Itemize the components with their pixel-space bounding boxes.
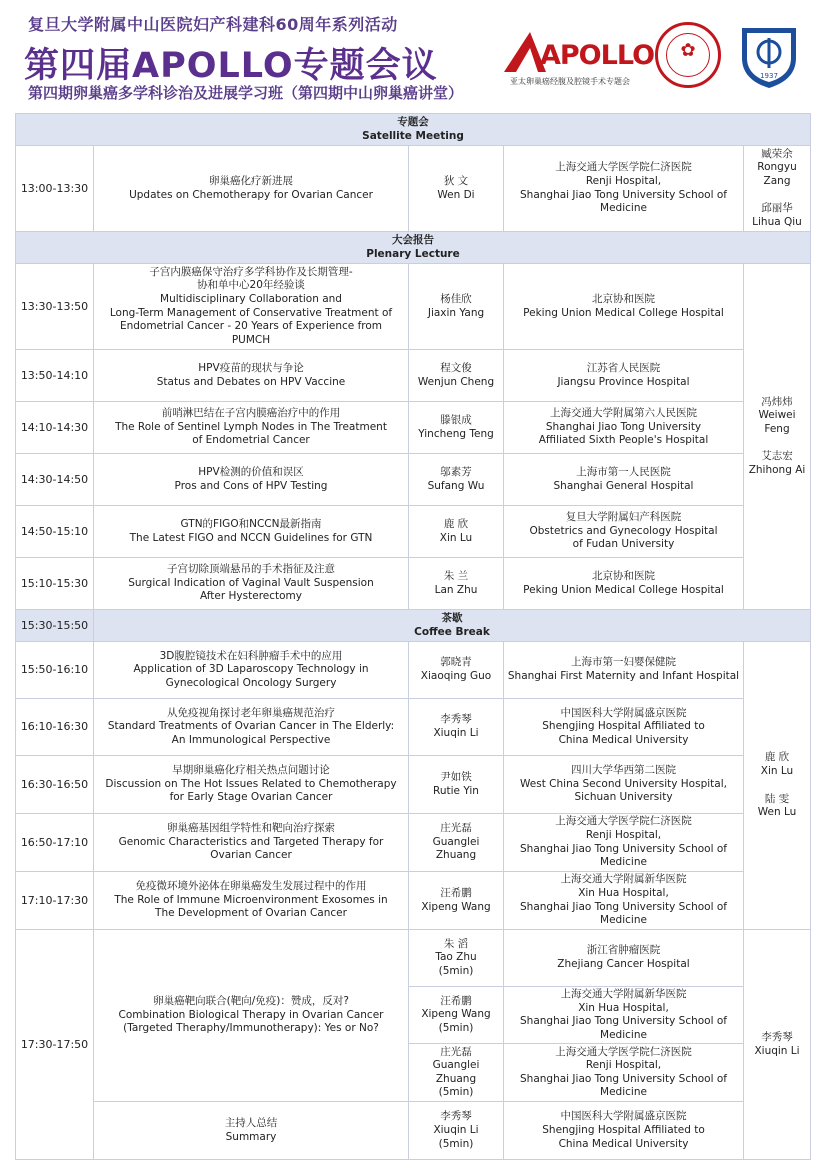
institution-cell — [504, 1044, 744, 1102]
speaker-name-cn: 汪希鹏 — [440, 886, 472, 899]
schedule-row — [16, 558, 811, 610]
topic-line: 协和单中心20年经验谈 — [197, 279, 305, 292]
topic-line: 主持人总结 — [224, 1117, 278, 1130]
speaker-name-cn: 李秀琴 — [440, 1110, 472, 1123]
institution-cell — [504, 756, 744, 814]
section-header — [16, 232, 811, 264]
schedule-row — [16, 930, 811, 987]
schedule-row — [16, 506, 811, 558]
topic-cell — [94, 146, 409, 232]
section-title-en: Coffee Break — [414, 625, 490, 638]
institution-line: 复旦大学附属妇产科医院 — [565, 511, 682, 524]
speaker-cell — [409, 987, 504, 1044]
institution-line: Obstetrics and Gynecology Hospital — [529, 524, 718, 537]
institution-line: Peking Union Medical College Hospital — [523, 583, 724, 596]
speaker-name-cn: 程文俊 — [440, 361, 472, 374]
institution-line: Medicine — [600, 1028, 647, 1041]
schedule-row — [16, 872, 811, 930]
institution-cell — [504, 814, 744, 872]
institution-line: Jiangsu Province Hospital — [557, 375, 690, 388]
time-cell: 13:00-13:30 — [16, 146, 94, 232]
chair-name-en: Xiuqin Li — [754, 1044, 800, 1057]
speaker-duration: (5min) — [438, 1086, 474, 1099]
institution-cell — [504, 350, 744, 402]
institution-line: Xin Hua Hospital, — [578, 886, 669, 899]
institution-line: China Medical University — [558, 1137, 689, 1150]
topic-line: Surgical Indication of Vaginal Vault Suspension — [128, 576, 374, 589]
satellite-header-row — [16, 114, 811, 146]
topic-cell — [94, 454, 409, 506]
institution-line: Medicine — [600, 914, 647, 927]
speaker-name-en: Guanglei Zhuang — [432, 1059, 480, 1085]
speaker-duration: (5min) — [438, 1137, 474, 1150]
topic-line: Ovarian Cancer — [210, 849, 292, 862]
chair-cell — [744, 146, 811, 232]
institution-line: Renji Hospital, — [585, 828, 662, 841]
speaker-cell — [409, 350, 504, 402]
institution-line: Shengjing Hospital Affiliated to — [542, 720, 705, 733]
speaker-cell — [409, 264, 504, 350]
topic-line: An Immunological Perspective — [171, 733, 331, 746]
chair-cell — [744, 642, 811, 930]
speaker-cell — [409, 506, 504, 558]
speaker-name-en: Xiuqin Li — [433, 1124, 479, 1137]
topic-line: The Latest FIGO and NCCN Guidelines for GTN — [129, 531, 373, 544]
speaker-duration: (5min) — [438, 1021, 474, 1034]
institution-line: Medicine — [600, 1086, 647, 1099]
chair-name-en: Zhihong Ai — [748, 463, 806, 476]
speaker-cell — [409, 699, 504, 756]
speaker-name-cn: 杨佳欣 — [440, 292, 472, 305]
time-cell: 16:30-16:50 — [16, 756, 94, 814]
speaker-name-en: Xin Lu — [439, 531, 473, 544]
chair-name-en: Rongyu Zang — [757, 161, 797, 187]
speaker-cell — [409, 872, 504, 930]
time-cell: 14:30-14:50 — [16, 454, 94, 506]
institution-line: Shanghai Jiao Tong University School of — [520, 900, 727, 913]
topic-line: (Targeted Theraphy/Immunotherapy): Yes or No? — [123, 1022, 379, 1035]
topic-cell — [94, 930, 409, 1102]
institution-line: Shanghai Jiao Tong University School of — [520, 842, 727, 855]
topic-cell — [94, 642, 409, 699]
institution-cell — [504, 146, 744, 232]
institution-line: Renji Hospital, — [585, 174, 662, 187]
speaker-name-cn: 狄 文 — [443, 174, 469, 187]
institution-line: Shanghai First Maternity and Infant Hospital — [507, 670, 740, 682]
speaker-name-cn: 庄光磊 — [440, 1045, 472, 1058]
section-header — [16, 114, 811, 146]
topic-line: 卵巢癌化疗新进展 — [209, 174, 293, 187]
institution-line: 上海市第一人民医院 — [576, 465, 671, 478]
chair-name-cn: 陆 雯 — [764, 792, 790, 805]
chair-cell — [744, 264, 811, 610]
institution-cell — [504, 402, 744, 454]
institution-cell — [504, 558, 744, 610]
speaker-cell — [409, 402, 504, 454]
institution-line: Zhejiang Cancer Hospital — [557, 958, 690, 970]
topic-line: Endometrial Cancer - 20 Years of Experience from — [119, 320, 383, 333]
institution-cell — [504, 987, 744, 1044]
topic-line: for Early Stage Ovarian Cancer — [169, 791, 333, 804]
speaker-duration: (5min) — [438, 964, 474, 977]
schedule-row — [16, 146, 811, 232]
speaker-name-en: Guanglei Zhuang — [432, 835, 480, 862]
topic-line: 3D腹腔镜技术在妇科肿瘤手术中的应用 — [159, 649, 343, 662]
schedule-row — [16, 699, 811, 756]
speaker-cell — [409, 146, 504, 232]
institution-line: 四川大学华西第二医院 — [571, 764, 676, 777]
speaker-name-cn: 李秀琴 — [440, 713, 472, 726]
institution-cell — [504, 699, 744, 756]
speaker-cell — [409, 454, 504, 506]
speaker-name-en: Xipeng Wang — [421, 1008, 491, 1021]
topic-line: 早期卵巢癌化疗相关热点问题讨论 — [172, 764, 330, 777]
topic-line: HPV检测的价值和误区 — [198, 465, 304, 478]
institution-line: Affiliated Sixth People's Hospital — [538, 434, 709, 447]
plenary-header-row — [16, 232, 811, 264]
topic-line: Genomic Characteristics and Targeted Therapy for — [118, 835, 384, 848]
institution-line: Medicine — [600, 856, 647, 869]
section-title-cn: 专题会 — [397, 115, 429, 128]
speaker-cell — [409, 756, 504, 814]
time-cell: 15:50-16:10 — [16, 642, 94, 699]
topic-line: Application of 3D Laparoscopy Technology in — [133, 663, 369, 676]
chair-name-cn: 邱丽华 — [761, 202, 793, 215]
topic-line: Combination Biological Therapy in Ovarian Cancer — [118, 1008, 384, 1021]
topic-cell — [94, 1102, 409, 1160]
speaker-name-cn: 尹如铁 — [440, 770, 472, 783]
section-title-cn: 大会报告 — [392, 233, 434, 246]
topic-line: 卵巢癌基因组学特性和靶向治疗探索 — [167, 822, 335, 835]
institution-line: 上海交通大学医学院仁济医院 — [555, 815, 692, 828]
speaker-name-cn: 庄光磊 — [440, 822, 472, 835]
speaker-name-cn: 邬素芳 — [440, 465, 472, 478]
chair-name-cn: 鹿 欣 — [764, 751, 790, 764]
time-cell: 17:10-17:30 — [16, 872, 94, 930]
topic-line: 卵巢癌靶向联合(靶向/免疫)：赞成，反对? — [153, 995, 349, 1008]
speaker-cell — [409, 642, 504, 699]
chair-name-cn: 艾志宏 — [761, 450, 793, 463]
speaker-cell — [409, 1044, 504, 1102]
speaker-name-en: Wen Di — [437, 188, 475, 201]
section-header — [94, 610, 811, 642]
shield-year: 1937 — [760, 72, 778, 80]
institution-line: Xin Hua Hospital, — [578, 1001, 669, 1014]
institution-line: 上海市第一妇婴保健院 — [571, 656, 676, 669]
institution-line: Shanghai Jiao Tong University School of — [520, 1072, 727, 1085]
topic-cell — [94, 402, 409, 454]
lotus-icon: ✿ — [680, 40, 696, 61]
section-title-cn: 茶歇 — [441, 611, 463, 624]
institution-line: 上海交通大学附属新华医院 — [560, 873, 687, 886]
institution-line: Medicine — [600, 202, 647, 215]
topic-line: The Role of Sentinel Lymph Nodes in The Treatment — [115, 420, 387, 433]
speaker-name-cn: 朱 兰 — [443, 569, 469, 582]
speaker-name-en: Sufang Wu — [427, 479, 485, 492]
topic-line: 从免疫视角探讨老年卵巢癌规范治疗 — [167, 706, 335, 719]
speaker-name-cn: 滕银成 — [440, 413, 472, 426]
time-cell: 16:10-16:30 — [16, 699, 94, 756]
institution-cell — [504, 506, 744, 558]
topic-cell — [94, 814, 409, 872]
speaker-name-en: Xiaoqing Guo — [420, 670, 492, 682]
institution-line: 中国医科大学附属盛京医院 — [560, 706, 687, 719]
topic-line: Standard Treatments of Ovarian Cancer in The Elderly: — [107, 720, 395, 733]
speaker-name-cn: 鹿 欣 — [443, 517, 469, 530]
speaker-name-en: Xipeng Wang — [421, 900, 491, 913]
page-header — [0, 0, 827, 108]
institution-line: 江苏省人民医院 — [586, 361, 661, 374]
institution-line: 上海交通大学医学院仁济医院 — [555, 161, 692, 174]
apollo-logo-text: APOLLO — [540, 40, 655, 71]
schedule-row — [16, 814, 811, 872]
institution-line: Shanghai Jiao Tong University School of — [520, 1015, 727, 1028]
time-cell: 14:50-15:10 — [16, 506, 94, 558]
speaker-cell — [409, 930, 504, 987]
institution-line: Shanghai Jiao Tong University — [545, 420, 702, 433]
speaker-name-cn: 汪希鹏 — [440, 994, 472, 1007]
speaker-name-en: Jiaxin Yang — [427, 306, 485, 319]
speaker-name-en: Yincheng Teng — [418, 427, 494, 440]
institution-line: 北京协和医院 — [592, 292, 655, 305]
topic-line: HPV疫苗的现状与争论 — [198, 361, 304, 374]
hospital-shield-logo — [738, 24, 800, 90]
chair-name-cn: 冯炜炜 — [761, 395, 793, 408]
institution-line: Shengjing Hospital Affiliated to — [542, 1124, 705, 1137]
topic-line: Gynecological Oncology Surgery — [165, 676, 337, 689]
coffee-break-row — [16, 610, 811, 642]
institution-cell — [504, 454, 744, 506]
schedule-row — [16, 756, 811, 814]
time-cell: 17:30-17:50 — [16, 930, 94, 1160]
speaker-cell — [409, 558, 504, 610]
schedule-row — [16, 402, 811, 454]
schedule-row — [16, 1102, 811, 1160]
topic-line: 免疫微环境外泌体在卵巢癌发生发展过程中的作用 — [135, 880, 367, 893]
hospital-seal-red — [655, 22, 721, 88]
institution-cell — [504, 930, 744, 987]
speaker-name-cn: 朱 滔 — [443, 937, 469, 950]
topic-cell — [94, 506, 409, 558]
schedule-row — [16, 642, 811, 699]
course-subtitle: 第四期卵巢癌多学科诊治及进展学习班（第四期中山卵巢癌讲堂） — [28, 84, 464, 102]
section-title-en: Satellite Meeting — [362, 129, 464, 142]
institution-line: Shanghai General Hospital — [553, 479, 694, 492]
institution-line: 中国医科大学附属盛京医院 — [560, 1110, 687, 1123]
apollo-logo — [500, 24, 655, 90]
speaker-name-en: Xiuqin Li — [433, 727, 479, 739]
topic-line: of Endometrial Cancer — [192, 434, 310, 447]
time-cell: 15:10-15:30 — [16, 558, 94, 610]
time-cell: 16:50-17:10 — [16, 814, 94, 872]
chair-name-cn: 李秀琴 — [761, 1031, 793, 1044]
speaker-name-cn: 郭晓青 — [440, 656, 472, 669]
chair-name-cn: 臧荣余 — [761, 147, 793, 160]
speaker-cell — [409, 1102, 504, 1160]
topic-line: The Development of Ovarian Cancer — [155, 907, 347, 920]
speaker-name-en: Wenjun Cheng — [417, 375, 495, 388]
speaker-cell — [409, 814, 504, 872]
seal-inner-ring — [666, 33, 710, 77]
time-cell: 13:30-13:50 — [16, 264, 94, 350]
topic-line: After Hysterectomy — [199, 590, 302, 603]
speaker-name-en: Lan Zhu — [434, 583, 478, 596]
chair-name-en: Lihua Qiu — [752, 215, 802, 228]
time-cell: 13:50-14:10 — [16, 350, 94, 402]
schedule-table — [15, 113, 810, 1160]
topic-cell — [94, 350, 409, 402]
institution-line: Sichuan University — [574, 791, 673, 804]
institution-line: West China Second University Hospital, — [520, 777, 727, 790]
schedule-row — [16, 350, 811, 402]
topic-line: Summary — [225, 1130, 277, 1143]
topic-line: Pros and Cons of HPV Testing — [174, 479, 328, 492]
topic-line: 前哨淋巴结在子宫内膜癌治疗中的作用 — [161, 407, 341, 420]
topic-line: 子宫内膜癌保守治疗多学科协作及长期管理- — [149, 265, 353, 278]
topic-cell — [94, 756, 409, 814]
topic-line: Discussion on The Hot Issues Related to Chemotherapy — [105, 777, 397, 790]
topic-cell — [94, 872, 409, 930]
speaker-name-en: Rutie Yin — [433, 784, 479, 797]
institution-line: Shanghai Jiao Tong University School of — [520, 188, 727, 201]
institution-line: 北京协和医院 — [592, 569, 655, 582]
topic-cell — [94, 699, 409, 756]
chair-name-en: Xin Lu — [760, 764, 794, 777]
topic-line: GTN的FIGO和NCCN最新指南 — [180, 517, 322, 530]
apollo-logo-caption: 亚太卵巢癌经腹及腔镜手术专题会 — [510, 77, 630, 86]
institution-cell — [504, 264, 744, 350]
schedule-row — [16, 454, 811, 506]
topic-line: Updates on Chemotherapy for Ovarian Cancer — [129, 188, 373, 201]
institution-line: Peking Union Medical College Hospital — [523, 306, 724, 319]
topic-cell — [94, 264, 409, 350]
topic-line: Status and Debates on HPV Vaccine — [156, 375, 346, 388]
time-cell: 14:10-14:30 — [16, 402, 94, 454]
topic-line: Long-Term Management of Conservative Treatment of — [109, 306, 393, 319]
institution-line: of Fudan University — [572, 538, 675, 551]
chair-cell — [744, 930, 811, 1160]
time-cell: 15:30-15:50 — [16, 610, 94, 642]
series-subtitle: 复旦大学附属中山医院妇产科建科60周年系列活动 — [28, 15, 398, 34]
institution-cell — [504, 872, 744, 930]
schedule-row — [16, 264, 811, 350]
institution-cell — [504, 1102, 744, 1160]
chair-name-en: Wen Lu — [757, 806, 797, 819]
speaker-name-en: Tao Zhu — [435, 951, 477, 964]
page-title: 第四届APOLLO专题会议 — [24, 46, 438, 86]
institution-line: 上海交通大学附属新华医院 — [560, 988, 687, 1000]
topic-line: PUMCH — [231, 333, 271, 346]
section-title-en: Plenary Lecture — [366, 247, 460, 260]
topic-line: Multidisciplinary Collaboration and — [160, 292, 342, 305]
institution-line: 上海交通大学附属第六人民医院 — [550, 407, 697, 420]
topic-line: The Role of Immune Microenvironment Exosomes in — [114, 893, 388, 906]
institution-line: 上海交通大学医学院仁济医院 — [555, 1045, 692, 1058]
topic-cell — [94, 558, 409, 610]
topic-line: 子宫切除顶端悬吊的手术指征及注意 — [167, 563, 335, 576]
institution-line: Renji Hospital, — [585, 1059, 662, 1072]
chair-name-en: Weiwei Feng — [758, 409, 796, 435]
institution-line: China Medical University — [558, 733, 689, 746]
institution-line: 浙江省肿瘤医院 — [586, 944, 661, 957]
institution-cell — [504, 642, 744, 699]
